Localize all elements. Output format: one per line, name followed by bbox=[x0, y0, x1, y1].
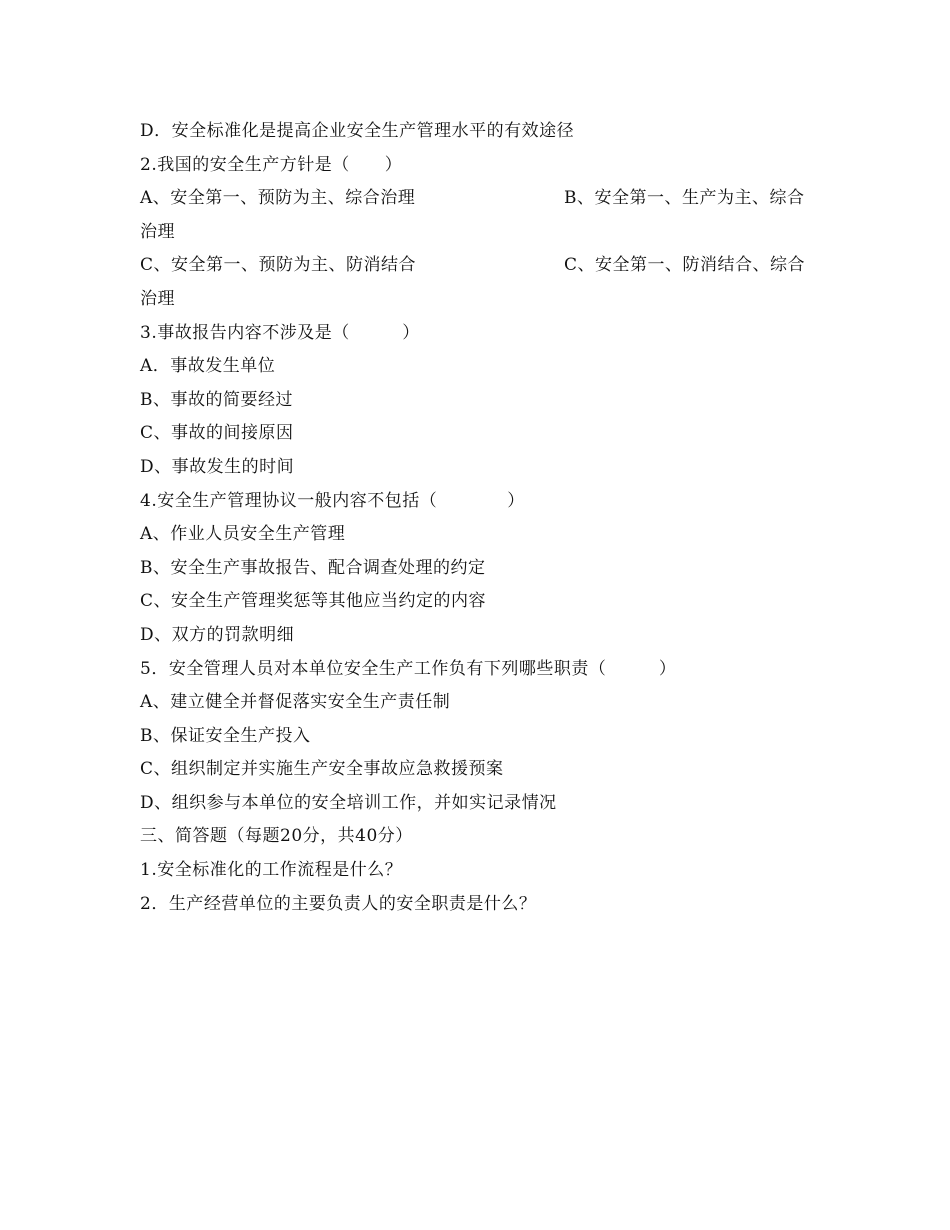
section-heading-short-answer: 三、简答题（每题20分，共40分） bbox=[140, 826, 413, 847]
q4-option-c: C、安全生产管理奖惩等其他应当约定的内容 bbox=[140, 591, 487, 612]
q2-option-c-second: C、安全第一、防消结合、综合 bbox=[564, 255, 806, 276]
q5-option-b: B、保证安全生产投入 bbox=[140, 725, 311, 746]
q2-option-b-continued: 治理 bbox=[140, 221, 175, 242]
q2-option-c: C、安全第一、预防为主、防消结合 bbox=[140, 255, 417, 276]
q5-option-a: A、建立健全并督促落实安全生产责任制 bbox=[140, 692, 451, 713]
q2-stem: 2.我国的安全生产方针是（ ） bbox=[140, 154, 403, 175]
q5-option-c: C、组织制定并实施生产安全事故应急救援预案 bbox=[140, 759, 504, 780]
q4-stem: 4.安全生产管理协议一般内容不包括（ ） bbox=[140, 490, 525, 511]
q3-stem: 3.事故报告内容不涉及是（ ） bbox=[140, 322, 420, 343]
q3-option-b: B、事故的简要经过 bbox=[140, 389, 293, 410]
q2-option-c-second-continued: 治理 bbox=[140, 288, 175, 309]
q2-options-row-1 bbox=[140, 182, 820, 216]
short-answer-question-2: 2．生产经营单位的主要负责人的安全职责是什么？ bbox=[140, 893, 537, 914]
q3-option-c: C、事故的间接原因 bbox=[140, 423, 294, 444]
q1-option-d: D．安全标准化是提高企业安全生产管理水平的有效途径 bbox=[140, 121, 575, 141]
q5-option-d: D、组织参与本单位的安全培训工作，并如实记录情况 bbox=[140, 792, 557, 813]
document-page bbox=[140, 115, 820, 921]
q2-option-a: A、安全第一、预防为主、综合治理 bbox=[140, 188, 416, 209]
q4-option-a: A、作业人员安全生产管理 bbox=[140, 524, 346, 545]
q4-option-d: D、双方的罚款明细 bbox=[140, 624, 295, 645]
q2-option-b: B、安全第一、生产为主、综合 bbox=[564, 188, 805, 209]
q4-option-b: B、安全生产事故报告、配合调查处理的约定 bbox=[140, 557, 486, 578]
q3-option-d: D、事故发生的时间 bbox=[140, 456, 295, 477]
q3-option-a: A．事故发生单位 bbox=[140, 356, 276, 377]
q2-options-row-2 bbox=[140, 249, 820, 283]
q5-stem: 5．安全管理人员对本单位安全生产工作负有下列哪些职责（ ） bbox=[140, 658, 677, 679]
short-answer-question-1: 1.安全标准化的工作流程是什么？ bbox=[140, 860, 403, 881]
